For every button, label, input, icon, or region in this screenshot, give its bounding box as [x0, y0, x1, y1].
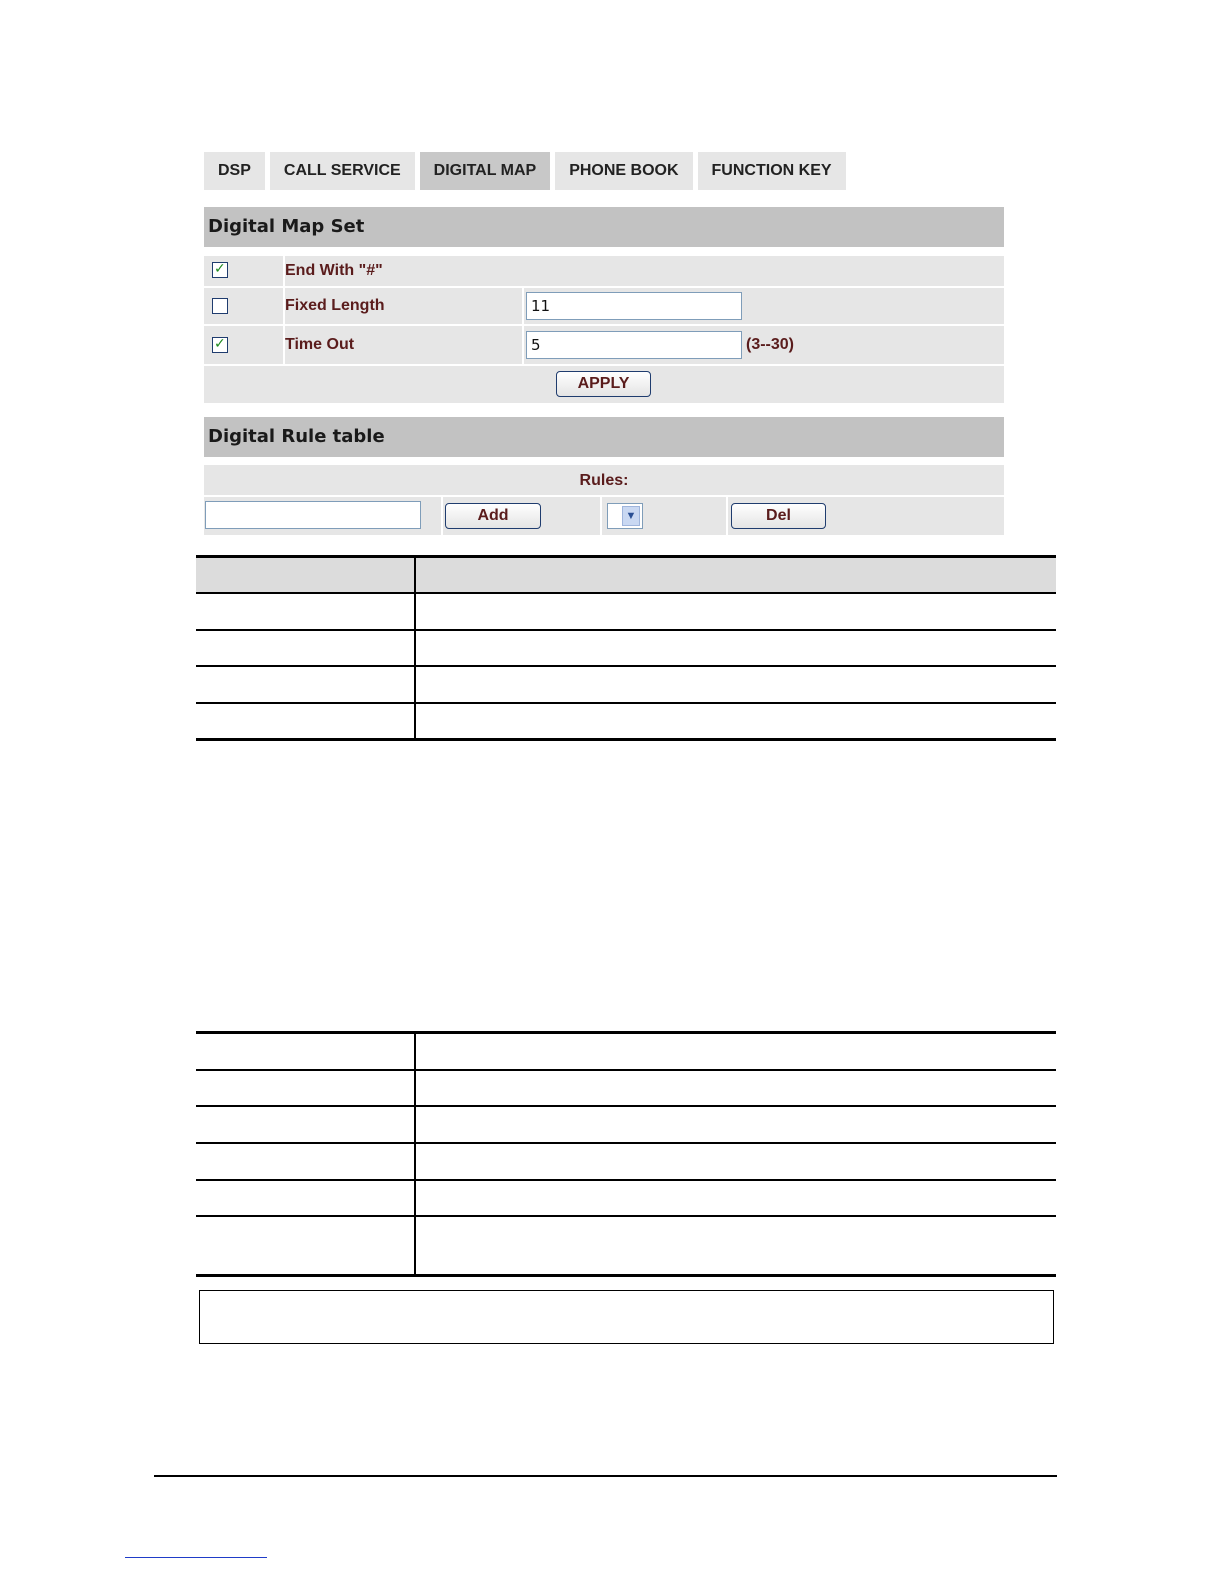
table-rule — [196, 738, 1056, 741]
table-rule — [196, 1069, 1056, 1071]
tab-dsp[interactable]: DSP — [204, 152, 265, 190]
end-with-checkbox[interactable] — [212, 262, 228, 278]
fixed-length-checkbox[interactable] — [212, 298, 228, 314]
tab-digital-map[interactable]: DIGITAL MAP — [420, 152, 551, 190]
check-icon: ✓ — [214, 260, 226, 276]
rules-label: Rules: — [579, 472, 629, 489]
fixed-length-label: Fixed Length — [285, 297, 385, 314]
tab-phone-book[interactable]: PHONE BOOK — [555, 152, 692, 190]
table-rule — [196, 702, 1056, 704]
apply-row — [204, 366, 1004, 403]
tab-call-service[interactable]: CALL SERVICE — [270, 152, 415, 190]
digital-rule-table-header: Digital Rule table — [204, 417, 1004, 457]
note-box — [199, 1290, 1054, 1344]
check-icon: ✓ — [214, 335, 226, 351]
table-rule — [196, 592, 1056, 594]
rule-input[interactable] — [205, 501, 421, 529]
rules-label-row — [204, 465, 1004, 495]
fixed-length-input[interactable]: 11 — [526, 292, 742, 320]
column-divider — [726, 497, 728, 535]
table-rule — [196, 555, 1056, 558]
chevron-down-icon: ▼ — [622, 506, 640, 526]
footer-rule — [154, 1475, 1057, 1477]
table-rule — [196, 1142, 1056, 1144]
column-divider — [522, 326, 524, 364]
fixed-length-row — [204, 288, 1004, 324]
apply-button[interactable]: APPLY — [556, 371, 651, 397]
table-rule — [196, 1215, 1056, 1217]
digital-map-set-header: Digital Map Set — [204, 207, 1004, 247]
column-divider — [441, 497, 443, 535]
footer-link-underline[interactable] — [125, 1557, 267, 1558]
tab-function-key[interactable]: FUNCTION KEY — [698, 152, 846, 190]
del-button[interactable]: Del — [731, 503, 826, 529]
table-column-rule — [414, 1031, 416, 1276]
rules-controls-row — [204, 497, 1004, 535]
time-out-range: (3--30) — [746, 336, 795, 353]
table-rule — [196, 629, 1056, 631]
rules-select[interactable] — [607, 503, 643, 529]
table-column-rule — [414, 555, 416, 740]
table-rule — [196, 1105, 1056, 1107]
end-with-row — [204, 256, 1004, 286]
time-out-checkbox[interactable] — [212, 337, 228, 353]
time-out-input[interactable]: 5 — [526, 331, 742, 359]
table-rule — [196, 1274, 1056, 1277]
end-with-label: End With "#" — [285, 262, 383, 279]
table-rule — [196, 665, 1056, 667]
table-rule — [196, 1179, 1056, 1181]
column-divider — [600, 497, 602, 535]
column-divider — [522, 288, 524, 324]
tab-bar — [204, 152, 846, 190]
add-button[interactable]: Add — [445, 503, 541, 529]
time-out-row — [204, 326, 1004, 364]
table-header-row — [196, 557, 1056, 593]
table-rule — [196, 1031, 1056, 1034]
time-out-label: Time Out — [285, 336, 355, 353]
